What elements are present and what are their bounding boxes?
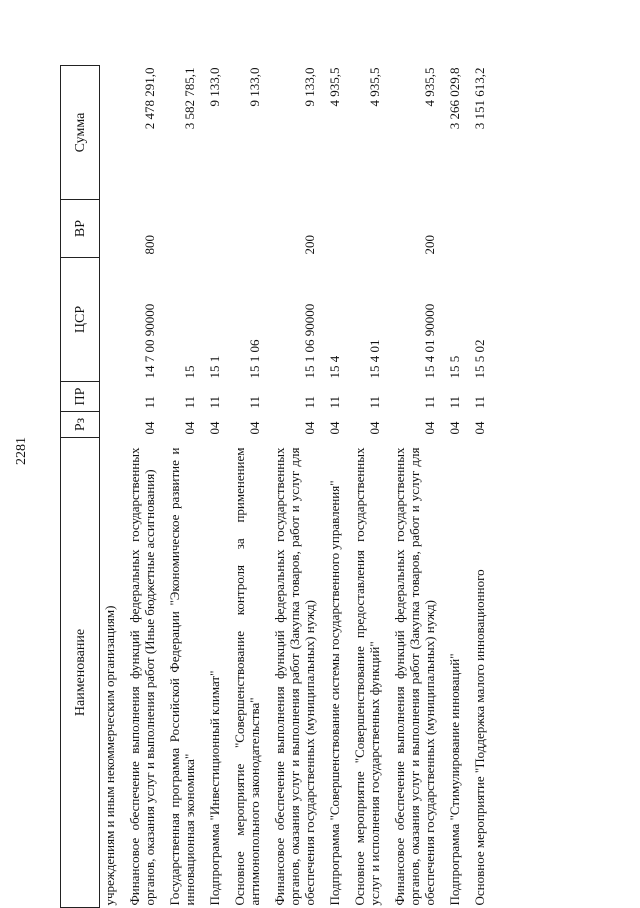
row-pr-cell: 11 xyxy=(447,395,462,409)
row-name-cell: Подпрограмма "Инвестиционный климат" xyxy=(207,670,222,906)
header-rz: Рз xyxy=(61,412,100,438)
row-pr-cell: 11 xyxy=(472,395,487,409)
row-csr-cell: 15 5 xyxy=(447,355,462,379)
table-row xyxy=(227,66,267,908)
header-pr: ПР xyxy=(61,382,100,412)
row-name-cell: Государственная программа Российской Федерации "Экономическое развитие и инновационная экономика" xyxy=(167,447,197,906)
header-vr: ВР xyxy=(61,200,100,258)
row-rz-cell: 04 xyxy=(182,421,197,435)
row-sum-cell: 4 935,5 xyxy=(367,67,382,107)
row-name-cell: Финансовое обеспечение выполнения функций федеральных государственных органов, оказания услуг и выполнения работ (Закупка товаров, работ и услуг для обеспечения государственных (муниципальных) нужд) xyxy=(392,447,437,906)
row-csr-cell: 15 5 02 xyxy=(472,339,487,379)
row-sum-cell: 9 133,0 xyxy=(302,67,317,107)
row-pr-cell: 11 xyxy=(247,395,262,409)
table-row xyxy=(387,66,442,908)
row-pr-cell: 11 xyxy=(142,395,157,409)
row-sum-cell: 3 582 785,1 xyxy=(182,67,197,130)
row-rz-cell: 04 xyxy=(472,421,487,435)
row-vr-cell xyxy=(100,200,123,258)
row-vr-cell xyxy=(347,200,387,258)
table-row xyxy=(322,66,347,908)
row-sum-cell xyxy=(100,66,123,200)
row-name-cell: учреждениям и иным некоммерческим организациям) xyxy=(102,605,117,906)
budget-table-page xyxy=(60,66,590,908)
row-vr-cell xyxy=(227,200,267,258)
row-rz-cell: 04 xyxy=(207,421,222,435)
table-row xyxy=(442,66,467,908)
header-csr: ЦСР xyxy=(61,258,100,382)
row-csr-cell: 15 1 06 xyxy=(247,339,262,379)
row-vr-cell xyxy=(162,200,202,258)
row-name-cell: Финансовое обеспечение выполнения функций федеральных государственных органов, оказания услуг и выполнения работ (Закупка товаров, работ и услуг для обеспечения государственных (муниципальных) нужд) xyxy=(272,447,317,906)
row-name-cell: Подпрограмма "Стимулирование инноваций" xyxy=(447,653,462,906)
row-vr-cell: 200 xyxy=(302,235,317,255)
table-row xyxy=(162,66,202,908)
row-sum-cell: 3 266 029,8 xyxy=(447,67,462,130)
row-csr-cell: 15 1 xyxy=(207,355,222,379)
row-sum-cell: 4 935,5 xyxy=(422,67,437,107)
row-rz-cell: 04 xyxy=(142,421,157,435)
table-row xyxy=(100,66,123,908)
row-csr-cell: 15 4 01 xyxy=(367,339,382,379)
row-name-cell: Финансовое обеспечение выполнения функций федеральных государственных органов, оказания услуг и выполнения работ (Иные бюджетные ассигнования) xyxy=(127,447,157,906)
row-rz-cell: 04 xyxy=(447,421,462,435)
row-vr-cell: 200 xyxy=(422,235,437,255)
row-pr-cell: 11 xyxy=(327,395,342,409)
row-csr-cell: 15 4 01 90000 xyxy=(422,303,437,379)
budget-table xyxy=(60,65,492,908)
table-row xyxy=(467,66,492,908)
row-pr-cell: 11 xyxy=(422,395,437,409)
row-csr-cell: 14 7 00 90000 xyxy=(142,303,157,379)
row-pr-cell: 11 xyxy=(302,395,317,409)
page-number: 2281 xyxy=(14,437,29,465)
table-row xyxy=(202,66,227,908)
header-name: Наименование xyxy=(61,438,100,908)
table-row xyxy=(122,66,162,908)
row-csr-cell xyxy=(100,258,123,382)
row-rz-cell: 04 xyxy=(247,421,262,435)
row-pr-cell: 11 xyxy=(367,395,382,409)
row-sum-cell: 4 935,5 xyxy=(327,67,342,107)
row-rz-cell xyxy=(100,412,123,438)
row-pr-cell xyxy=(100,382,123,412)
table-row xyxy=(267,66,322,908)
table-row xyxy=(347,66,387,908)
row-csr-cell: 15 4 xyxy=(327,355,342,379)
row-name-cell: Основное мероприятие "Поддержка малого инновационного xyxy=(472,569,487,906)
table-header-row xyxy=(61,66,100,908)
row-vr-cell xyxy=(202,200,227,258)
row-vr-cell: 800 xyxy=(142,235,157,255)
header-sum: Сумма xyxy=(61,66,100,200)
row-csr-cell: 15 1 06 90000 xyxy=(302,303,317,379)
row-name-cell: Основное мероприятие "Совершенствование предоставления государственных услуг и исполнения государственных функций" xyxy=(352,447,382,906)
row-vr-cell xyxy=(322,200,347,258)
row-rz-cell: 04 xyxy=(422,421,437,435)
row-sum-cell: 9 133,0 xyxy=(207,67,222,107)
row-vr-cell xyxy=(442,200,467,258)
row-sum-cell: 3 151 613,2 xyxy=(472,67,487,130)
row-csr-cell: 15 xyxy=(182,365,197,379)
row-pr-cell: 11 xyxy=(207,395,222,409)
row-sum-cell: 2 478 291,0 xyxy=(142,67,157,130)
row-rz-cell: 04 xyxy=(302,421,317,435)
row-name-cell: Подпрограмма "Совершенствование системы государственного управления" xyxy=(327,480,342,906)
row-name-cell: Основное мероприятие "Совершенствование контроля за применением антимонопольного законодательства" xyxy=(232,447,262,906)
row-sum-cell: 9 133,0 xyxy=(247,67,262,107)
row-pr-cell: 11 xyxy=(182,395,197,409)
row-vr-cell xyxy=(467,200,492,258)
row-rz-cell: 04 xyxy=(327,421,342,435)
row-rz-cell: 04 xyxy=(367,421,382,435)
